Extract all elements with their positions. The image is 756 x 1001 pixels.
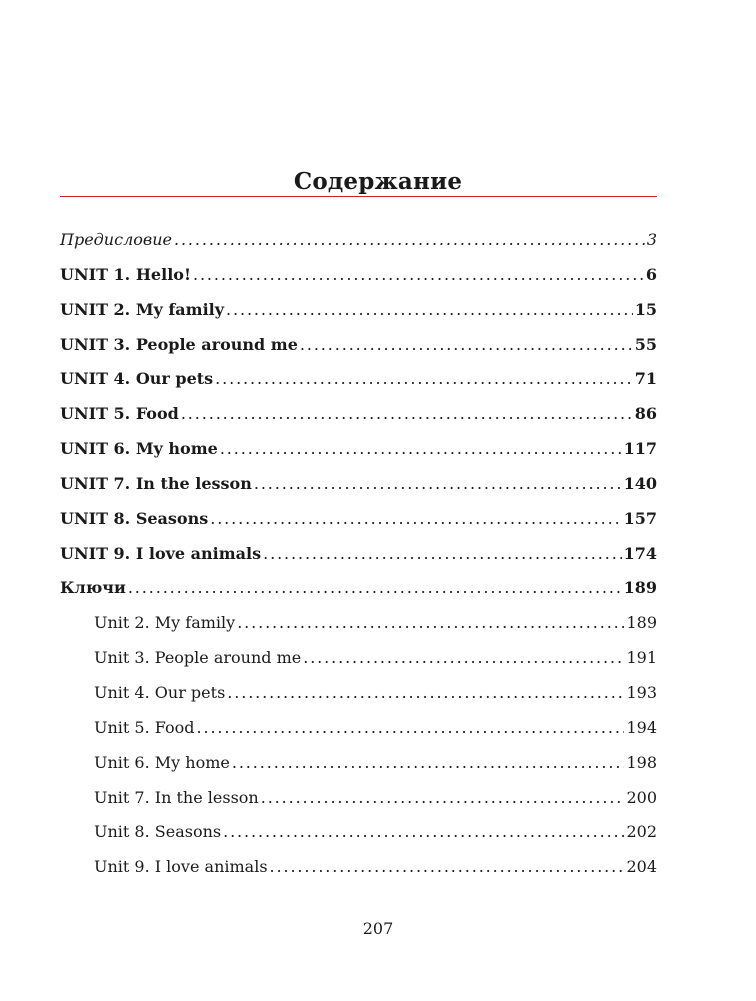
dot-leader — [261, 788, 625, 807]
toc-entry-page: 6 — [645, 264, 657, 284]
toc-entry[interactable] — [60, 230, 657, 265]
dot-leader — [237, 613, 624, 632]
dot-leader — [215, 369, 633, 388]
title-rule — [60, 196, 657, 197]
dot-leader — [174, 230, 645, 249]
toc-entry-label: Unit 8. Seasons — [94, 822, 222, 842]
toc-entry-label: Unit 6. My home — [94, 752, 230, 772]
toc-entry-page: 3 — [646, 230, 657, 249]
dot-leader — [270, 857, 625, 876]
toc-entry[interactable] — [60, 544, 657, 579]
toc-entry-label: UNIT 3. People around me — [60, 334, 298, 354]
dot-leader — [226, 300, 633, 319]
toc-entry-page: 204 — [626, 857, 657, 877]
toc-entry[interactable] — [60, 718, 657, 753]
toc-entry-label: Предисловие — [60, 230, 172, 249]
dot-leader — [263, 544, 621, 563]
dot-leader — [193, 265, 644, 284]
dot-leader — [223, 822, 624, 841]
dot-leader — [254, 474, 622, 493]
toc-entry[interactable] — [60, 265, 657, 300]
toc-entry-label: UNIT 5. Food — [60, 404, 179, 424]
toc-entry-page: 174 — [623, 543, 657, 563]
toc-entry-label: Unit 7. In the lesson — [94, 787, 259, 807]
toc-entry-label: Unit 3. People around me — [94, 648, 302, 668]
toc-entry-page: 189 — [623, 578, 657, 598]
toc-entry-page: 189 — [626, 613, 657, 633]
toc-entry-label: Unit 4. Our pets — [94, 682, 226, 702]
dot-leader — [181, 404, 633, 423]
toc-entry-page: 140 — [623, 473, 657, 493]
toc-entry[interactable] — [60, 369, 657, 404]
toc-entry[interactable] — [60, 857, 657, 892]
toc-entry[interactable] — [60, 578, 657, 613]
dot-leader — [210, 509, 621, 528]
toc-entry-page: 191 — [626, 648, 657, 668]
toc-entry-label: UNIT 4. Our pets — [60, 369, 214, 389]
toc-entry[interactable] — [60, 404, 657, 439]
toc-entry-label: UNIT 8. Seasons — [60, 508, 209, 528]
page-number: 207 — [362, 919, 394, 938]
toc-entry[interactable] — [60, 335, 657, 370]
toc-entry-label: Unit 9. I love animals — [94, 857, 268, 877]
toc-entry-label: UNIT 6. My home — [60, 439, 218, 459]
toc-entry-page: 117 — [623, 439, 657, 459]
toc-entry-label: UNIT 9. I love animals — [60, 543, 262, 563]
dot-leader — [232, 753, 625, 772]
toc-entry-page: 71 — [634, 369, 657, 389]
dot-leader — [227, 683, 624, 702]
toc-entry[interactable] — [60, 439, 657, 474]
toc-entry[interactable] — [60, 788, 657, 823]
dot-leader — [128, 578, 622, 597]
toc-entry[interactable] — [60, 648, 657, 683]
toc-entry-label: UNIT 1. Hello! — [60, 264, 191, 284]
toc-entry[interactable] — [60, 474, 657, 509]
toc-entry-label: UNIT 2. My family — [60, 299, 225, 319]
toc-entry-label: Ключи — [60, 578, 126, 598]
toc-entry[interactable] — [60, 822, 657, 857]
toc-entry[interactable] — [60, 683, 657, 718]
table-of-contents — [60, 230, 657, 892]
toc-entry-page: 194 — [626, 717, 657, 737]
toc-entry-page: 86 — [634, 404, 657, 424]
dot-leader — [303, 648, 624, 667]
dot-leader — [300, 335, 633, 354]
toc-entry-page: 55 — [634, 334, 657, 354]
toc-entry-page: 157 — [623, 508, 657, 528]
toc-entry-page: 202 — [626, 822, 657, 842]
toc-entry-page: 200 — [626, 787, 657, 807]
toc-entry-label: UNIT 7. In the lesson — [60, 473, 252, 493]
toc-entry[interactable] — [60, 613, 657, 648]
dot-leader — [197, 718, 625, 737]
toc-entry[interactable] — [60, 509, 657, 544]
toc-entry-label: Unit 5. Food — [94, 717, 195, 737]
toc-entry-label: Unit 2. My family — [94, 613, 236, 633]
page-title: Содержание — [293, 168, 463, 195]
toc-entry-page: 198 — [626, 752, 657, 772]
toc-entry[interactable] — [60, 300, 657, 335]
toc-entry[interactable] — [60, 753, 657, 788]
toc-entry-page: 15 — [634, 299, 657, 319]
toc-entry-page: 193 — [626, 682, 657, 702]
dot-leader — [220, 439, 622, 458]
